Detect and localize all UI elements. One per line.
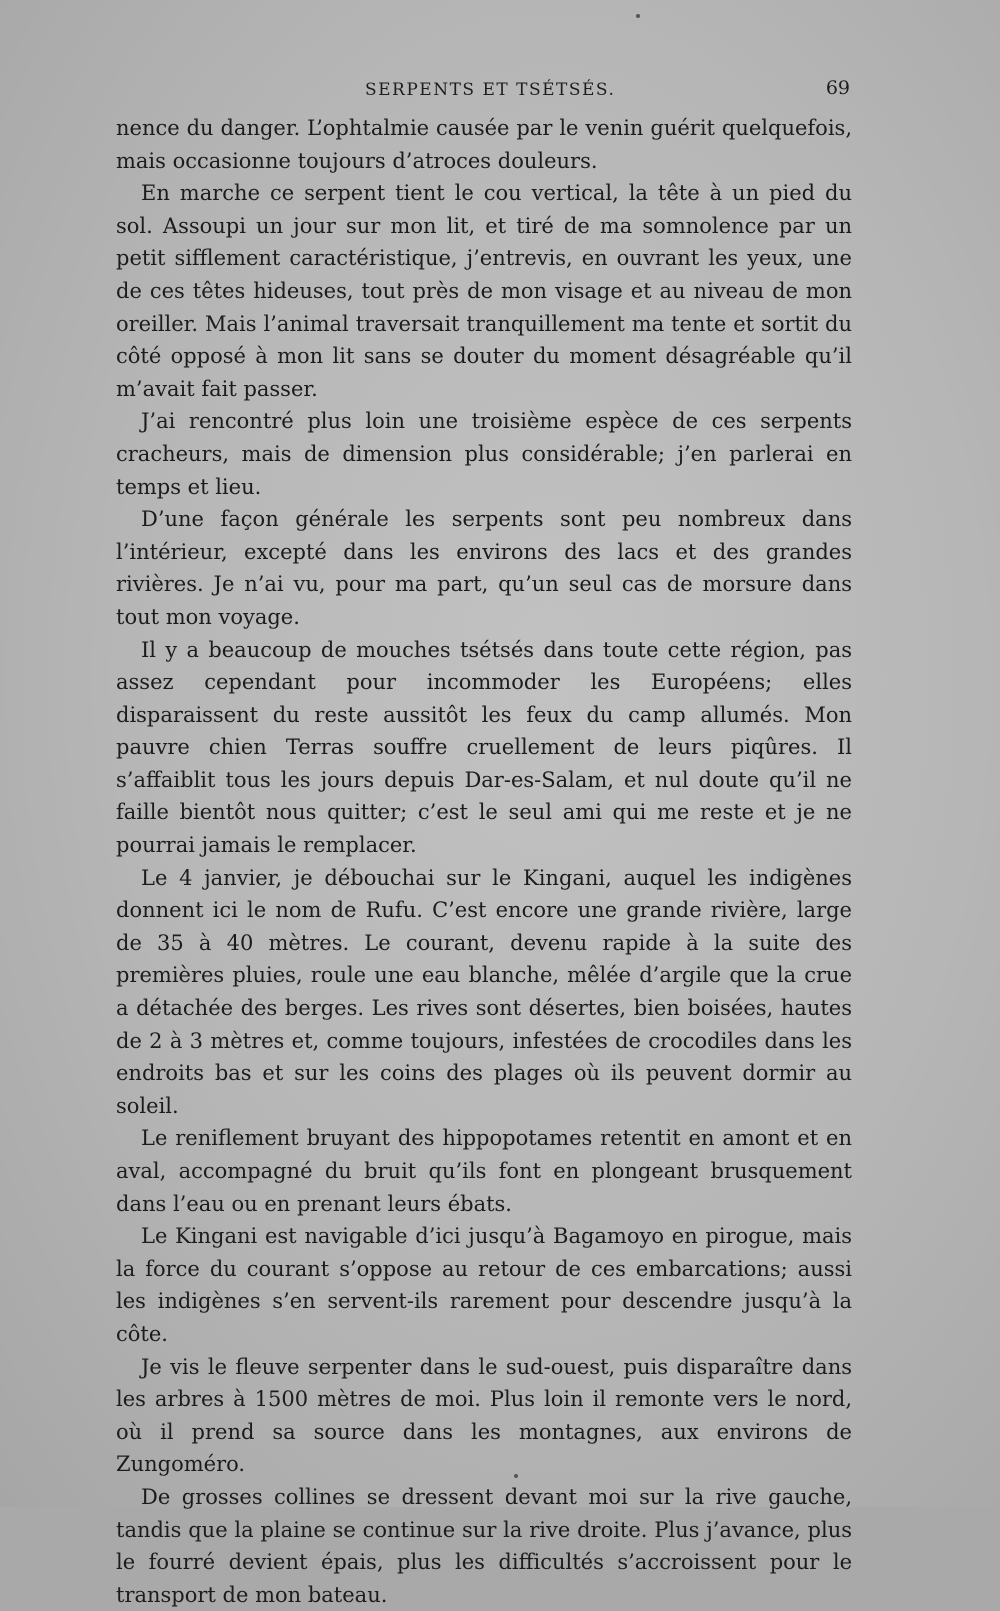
paragraph: J’ai rencontré plus loin une troisième espèce de ces serpents cracheurs, mais de dimension plus considérable; j’en parlerai en temps et lieu. [116, 409, 852, 499]
paper-speck [636, 14, 640, 18]
paragraph: En marche ce serpent tient le cou vertical, la tête à un pied du sol. Assoupi un jour sur mon lit, et tiré de ma somnolence par un petit sifflement caractéristique, j’entrevis, en ouvrant les yeux, une de ces têtes hideuses, tout près de mon visage et au niveau de mon oreiller. Mais l’animal traversait tranquillement ma tente et sortit du côté opposé à mon lit sans se douter du moment désagréable qu’il m’avait fait passer. [116, 181, 852, 401]
paragraph: Le 4 janvier, je débouchai sur le Kingani, auquel les indigènes donnent ici le nom de Rufu. C’est encore une grande rivière, large de 35 à 40 mètres. Le courant, devenu rapide à la suite des premières pluies, roule une eau blanche, mêlée d’argile que la crue a détachée des berges. Les rives sont désertes, bien boisées, hautes de 2 à 3 mètres et, comme toujours, infestées de crocodiles dans les endroits bas et sur les coins des plages où ils peuvent dormir au soleil. [116, 865, 852, 1118]
paragraph: Le reniflement bruyant des hippopotames retentit en amont et en aval, accompagné du bruit qu’ils font en plongeant brusquement dans l’eau ou en prenant leurs ébats. [116, 1126, 852, 1216]
paragraph: Le Kingani est navigable d’ici jusqu’à Bagamoyo en pirogue, mais la force du courant s’oppose au retour de ces embarcations; aussi les indigènes s’en servent-ils rarement pour descendre jusqu’à la côte. [116, 1224, 852, 1346]
page-number: 69 [825, 77, 850, 99]
paragraph: Je vis le fleuve serpenter dans le sud-ouest, puis disparaître dans les arbres à 1500 mètres de moi. Plus loin il remonte vers le nord, où il prend sa source dans les montagnes, aux environs de Zungoméro. [116, 1354, 852, 1477]
paragraph: nence du danger. L’ophtalmie causée par le venin guérit quelquefois, mais occasionne toujours d’atroces douleurs. [116, 116, 852, 173]
paragraph: Il y a beaucoup de mouches tsétsés dans toute cette région, pas assez cependant pour incommoder les Européens; elles disparaissent du reste aussitôt les feux du camp allumés. Mon pauvre chien Terras souffre cruellement de leurs piqûres. Il s’affaiblit tous les jours depuis Dar-es-Salam, et nul doute qu’il ne faille bientôt nous quitter; c’est le seul ami qui me reste et je ne pourrai jamais le remplacer. [116, 637, 852, 858]
page-header [115, 77, 850, 110]
paragraph: D’une façon générale les serpents sont peu nombreux dans l’intérieur, excepté dans les environs des lacs et des grandes rivières. Je n’ai vu, pour ma part, qu’un seul cas de morsure dans tout mon voyage. [116, 507, 852, 629]
paragraph: De grosses collines se dressent devant moi sur la rive gauche, tandis que la plaine se continue sur la rive droite. Plus j’avance, plus le fourré devient épais, plus les difficultés s’accroissent pour le transport de mon bateau. [116, 1484, 852, 1607]
body-text [116, 112, 852, 1611]
running-title: SERPENTS ET TSÉTSÉS. [365, 80, 616, 100]
